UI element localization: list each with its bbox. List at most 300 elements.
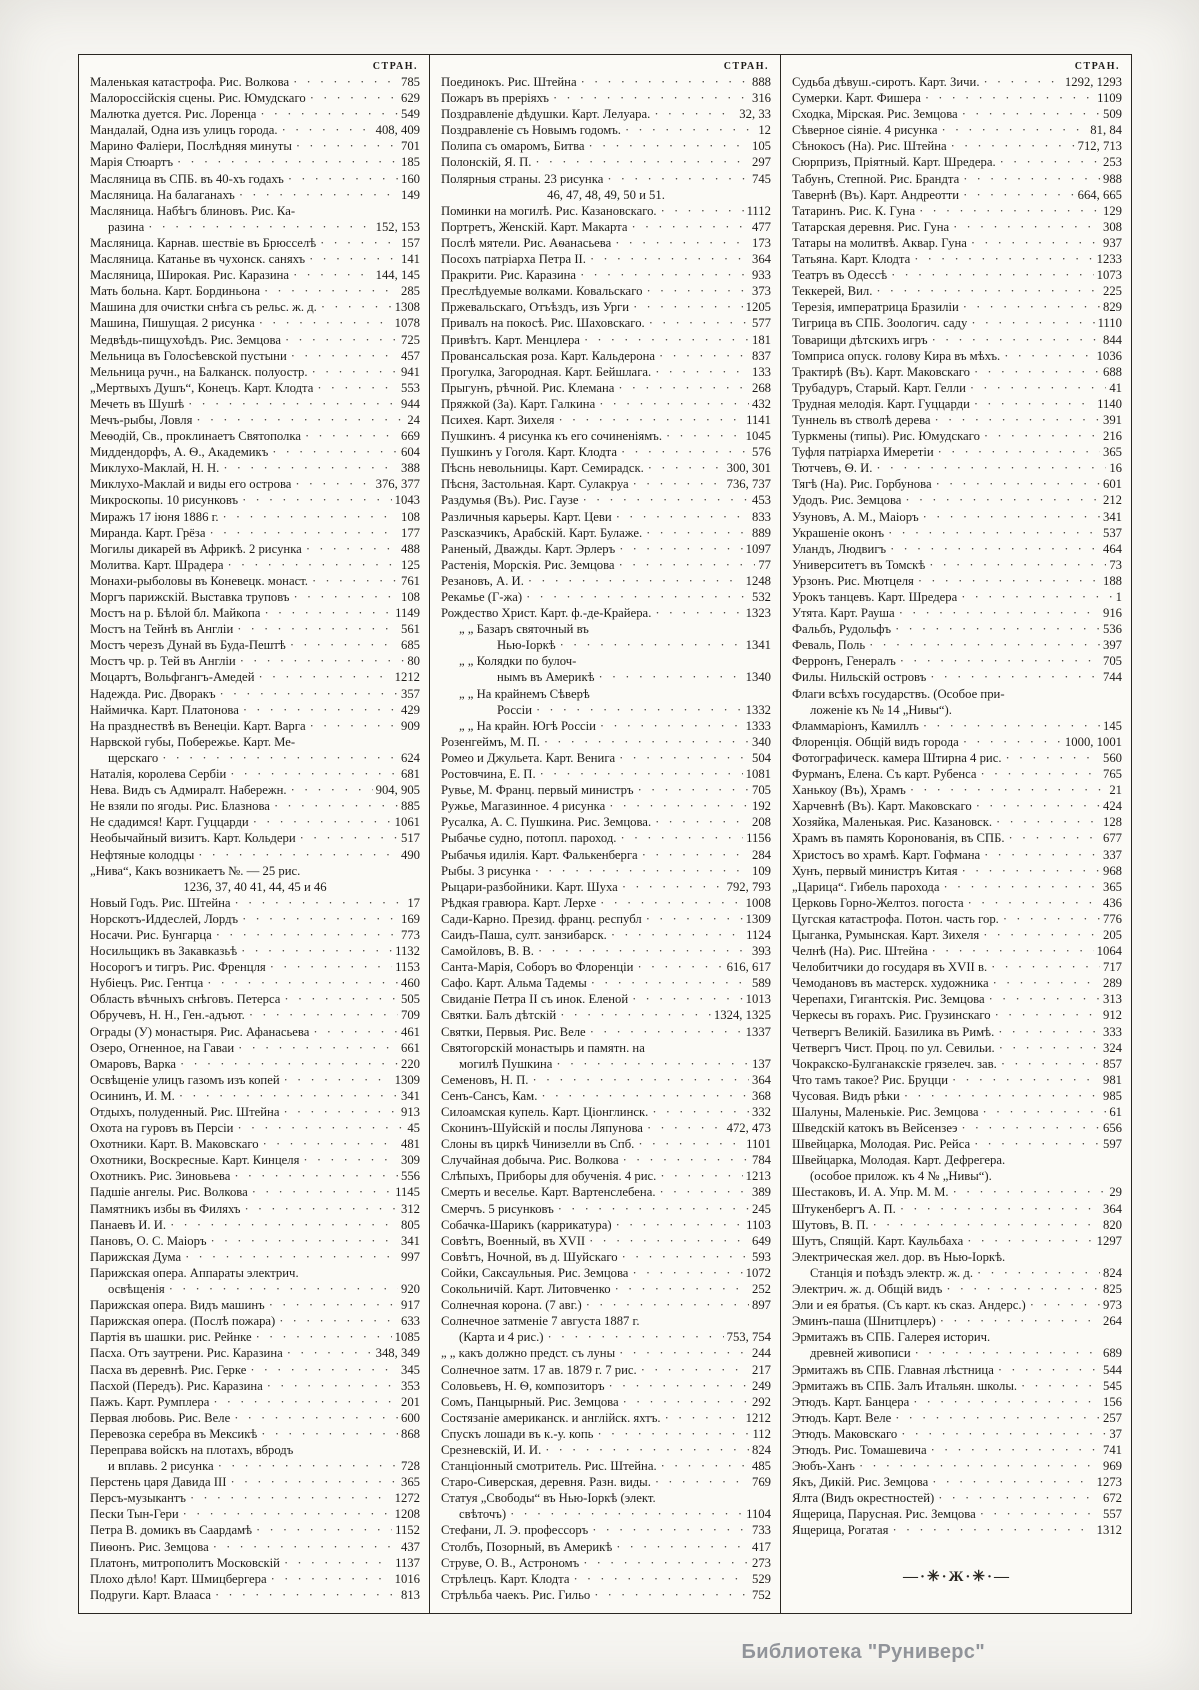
page-number: 145 — [1102, 718, 1122, 733]
index-entry — [792, 1281, 1122, 1297]
entry-title: Фурманъ, Елена. Съ карт. Рубенса — [792, 767, 977, 782]
entry-title: (особое прилож. къ 4 № „Нивы“). — [810, 1169, 992, 1184]
index-entry — [90, 1394, 420, 1410]
index-entry — [90, 1490, 420, 1506]
entry-title: Туннель въ стволѣ дерева — [792, 412, 931, 427]
page-number: 805 — [400, 1217, 420, 1232]
index-entry — [90, 637, 420, 653]
entry-title: Микроскопы. 10 рисунковъ — [90, 493, 239, 508]
index-entry — [792, 219, 1122, 235]
page-number: 969 — [1102, 1459, 1122, 1474]
index-entry — [90, 203, 420, 219]
entry-title: Различныя карьеры. Карт. Цеви — [441, 509, 612, 524]
dot-leader — [615, 557, 756, 573]
index-entry — [90, 267, 420, 283]
index-entry — [792, 251, 1122, 267]
entry-title: Первая любовь. Рис. Веле — [90, 1410, 231, 1425]
entry-title: Носорогъ и тигръ. Рис. Френцля — [90, 960, 266, 975]
dot-leader — [286, 637, 398, 653]
page-number: 857 — [1102, 1056, 1122, 1071]
entry-title: Охотники, Воскресные. Карт. Кинцеля — [90, 1153, 300, 1168]
entry-title: Петра В. домикъ въ Саардамѣ — [90, 1523, 253, 1538]
index-entry — [90, 750, 420, 766]
dot-leader — [603, 171, 749, 187]
page-number: 337 — [1102, 847, 1122, 862]
index-entry — [792, 396, 1122, 412]
index-entry — [90, 428, 420, 444]
index-entry — [441, 1506, 771, 1522]
index-entry — [792, 299, 1122, 315]
dot-leader — [235, 187, 398, 203]
entry-title: Смерчъ. 5 рисунковъ — [441, 1201, 554, 1216]
entry-title: Наталія, королева Сербіи — [90, 767, 227, 782]
page-number: 792, 793 — [726, 879, 771, 894]
page-number: 933 — [751, 268, 771, 283]
entry-title: Моцартъ, Вольфгангъ-Амедей — [90, 670, 255, 685]
page-number: 773 — [400, 927, 420, 942]
entry-title: Эминъ-паша (Шнитцлеръ) — [792, 1314, 936, 1329]
dot-leader — [985, 991, 1100, 1007]
page-number: 593 — [751, 1249, 771, 1264]
page-number: 909 — [400, 718, 420, 733]
dot-leader — [915, 203, 1100, 219]
index-entry — [792, 1217, 1122, 1233]
index-entry — [792, 637, 1122, 653]
dot-leader — [921, 90, 1094, 106]
page-number: 1124 — [746, 927, 771, 942]
index-page-frame — [78, 54, 1132, 1614]
page-number: 437 — [400, 1539, 420, 1554]
page-number: 752 — [751, 1587, 771, 1602]
index-entry — [792, 1184, 1122, 1200]
dot-leader — [259, 1136, 398, 1152]
dot-leader — [281, 332, 398, 348]
entry-title: Эюбъ-Ханъ — [792, 1459, 855, 1474]
page-number: 544 — [1102, 1362, 1122, 1377]
page-number: 453 — [751, 493, 771, 508]
page-number: 289 — [1102, 976, 1122, 991]
index-entry — [90, 702, 420, 718]
index-entry — [90, 830, 420, 846]
dot-leader — [158, 750, 398, 766]
index-entry — [90, 1024, 420, 1040]
index-entry — [441, 1555, 771, 1571]
index-entry — [90, 863, 420, 879]
dot-leader — [634, 782, 749, 798]
dot-leader — [910, 251, 1093, 267]
page-number: 157 — [400, 235, 420, 250]
index-entry — [792, 702, 1122, 718]
index-entry — [792, 669, 1122, 685]
dot-leader — [605, 798, 749, 814]
index-entry — [792, 991, 1122, 1007]
entry-title: Монахи-рыболовы въ Коневецк. монаст. — [90, 573, 308, 588]
page-number: 784 — [751, 1153, 771, 1168]
entry-title: Татьяна. Карт. Клодта — [792, 252, 911, 267]
dot-leader — [1026, 1297, 1100, 1313]
index-entry — [792, 557, 1122, 573]
page-number: 1064 — [1096, 944, 1122, 959]
dot-leader — [256, 106, 398, 122]
entry-title: Медвѣдь-пищухоѣдъ. Рис. Земцова — [90, 332, 281, 347]
page-number: 341 — [400, 1088, 420, 1103]
entry-title: На празднествѣ въ Венеціи. Карт. Варга — [90, 718, 306, 733]
entry-title: Привалъ на покосѣ. Рис. Шаховскаго. — [441, 316, 645, 331]
page-number: 364 — [1102, 1201, 1122, 1216]
dot-leader — [263, 1378, 398, 1394]
page-number: 1145 — [395, 1185, 420, 1200]
dot-leader — [316, 235, 398, 251]
index-entry — [90, 1088, 420, 1104]
index-entry — [792, 1265, 1122, 1281]
index-entry — [90, 1249, 420, 1265]
index-entry — [441, 1120, 771, 1136]
page-number: 481 — [400, 1137, 420, 1152]
page-number: 1153 — [395, 960, 420, 975]
dot-leader — [612, 1217, 744, 1233]
index-entry — [792, 1426, 1122, 1442]
page-number: 177 — [400, 525, 420, 540]
page-number: 1213 — [745, 1169, 771, 1184]
dot-leader — [607, 927, 743, 943]
entry-title: „ „ какъ должно предст. съ луны — [441, 1346, 616, 1361]
page-number: 888 — [751, 75, 771, 89]
entry-title: Шалуны, Маленькіе. Рис. Земцова — [792, 1105, 979, 1119]
index-entry — [90, 573, 420, 589]
page-number: 1233 — [1096, 252, 1122, 267]
entry-title: Совѣтъ, Ночной, въ д. Шуйскаго — [441, 1249, 618, 1264]
dot-leader — [580, 332, 749, 348]
index-entry — [90, 1040, 420, 1056]
dot-leader — [891, 621, 1100, 637]
dot-leader — [886, 541, 1100, 557]
page-number: 725 — [400, 332, 420, 347]
index-entry — [90, 476, 420, 492]
page-number: 753, 754 — [726, 1330, 771, 1345]
index-entry — [441, 621, 771, 637]
page-number: 701 — [400, 139, 420, 154]
page-number: 397 — [1102, 638, 1122, 653]
page-number: 1308 — [394, 300, 420, 315]
index-entry — [90, 1281, 420, 1297]
dot-leader — [651, 605, 742, 621]
entry-title: Чусовая. Видъ рѣки — [792, 1088, 900, 1103]
entry-title: Электрич. ж. д. Общій видъ — [792, 1282, 943, 1297]
entry-title: Саидъ-Паша, султ. занзибарск. — [441, 927, 607, 942]
index-entry — [792, 380, 1122, 396]
entry-title: Святогорскій монастырь и памятн. на — [441, 1040, 645, 1055]
dot-leader — [919, 509, 1100, 525]
page-number: 1152 — [395, 1523, 420, 1538]
index-entry — [90, 1378, 420, 1394]
index-entry — [90, 1072, 420, 1088]
index-entry — [90, 975, 420, 991]
index-entry — [90, 315, 420, 331]
entry-title: Ружье, Магазинное. 4 рисунка — [441, 799, 606, 814]
page-number: 557 — [1102, 1507, 1122, 1522]
dot-leader — [238, 492, 392, 508]
dot-leader — [949, 1184, 1107, 1200]
dot-leader — [999, 911, 1100, 927]
dot-leader — [237, 943, 392, 959]
dot-leader — [896, 1201, 1100, 1217]
page-number: 765 — [1102, 767, 1122, 782]
entry-title: Машина, Пишущая. 2 рисунка — [90, 316, 255, 331]
entry-title: Хунъ, первый министръ Китая — [792, 863, 958, 878]
dot-leader — [306, 90, 398, 106]
dot-leader — [211, 1587, 398, 1603]
dot-leader — [283, 1345, 373, 1361]
dot-leader — [252, 1329, 392, 1345]
dot-leader — [1005, 830, 1100, 846]
entry-title: Чемодановъ въ мастерск. художника — [792, 976, 989, 991]
entry-title: Стрѣлецъ. Карт. Клодта — [441, 1571, 570, 1586]
index-entry — [90, 541, 420, 557]
dot-leader — [275, 1313, 398, 1329]
index-entry — [90, 1152, 420, 1168]
index-entry — [792, 1345, 1122, 1361]
index-entry — [792, 1249, 1122, 1265]
dot-leader — [650, 106, 736, 122]
page-number: 601 — [1102, 477, 1122, 492]
page-number: 649 — [751, 1233, 771, 1248]
index-entry — [441, 959, 771, 975]
entry-title: освѣщенія — [108, 1282, 165, 1297]
page-number: 736, 737 — [726, 477, 771, 492]
page-number: 297 — [751, 155, 771, 170]
page-number: 332 — [751, 1105, 771, 1119]
page-number: 393 — [751, 944, 771, 959]
entry-title: Нева. Видъ съ Адмиралт. Набережн. — [90, 783, 287, 798]
page-number: 824 — [751, 1442, 771, 1457]
page-number: 1333 — [745, 718, 771, 733]
page-number: 517 — [400, 831, 420, 846]
dot-leader — [995, 1040, 1100, 1056]
dot-leader — [947, 138, 1075, 154]
page-number: 316 — [751, 91, 771, 106]
dot-leader — [656, 1168, 742, 1184]
page-number: 389 — [751, 1185, 771, 1200]
entry-title: Норскотъ-Иддеслей, Лордъ — [90, 911, 239, 926]
entry-title: Масляница въ СПБ. въ 40-хъ годахъ — [90, 171, 284, 186]
entry-title: Партія въ шашки. рис. Рейнке — [90, 1330, 252, 1345]
entry-title: „ „ Колядки по булоч- — [459, 654, 577, 669]
index-entry — [441, 1571, 771, 1587]
page-number: 685 — [400, 638, 420, 653]
page-number: 689 — [1102, 1346, 1122, 1361]
entry-title: Меѳодій, Св., проклинаетъ Святополка — [90, 429, 301, 444]
index-entry — [90, 492, 420, 508]
dot-leader — [313, 380, 398, 396]
index-entry — [441, 911, 771, 927]
dot-leader — [619, 1152, 749, 1168]
entry-title: Сѣверное сіяніе. 4 рисунка — [792, 123, 938, 138]
entry-title: Малютка дуется. Рис. Лоренца — [90, 107, 257, 122]
page-number: 61 — [1109, 1105, 1122, 1119]
dot-leader — [541, 1442, 749, 1458]
dot-leader — [531, 863, 749, 879]
index-entry — [90, 734, 420, 750]
page-number: 885 — [400, 799, 420, 814]
dot-leader — [884, 525, 1100, 541]
index-entry — [90, 718, 420, 734]
index-entry — [90, 1056, 420, 1072]
page-number: 341 — [1102, 509, 1122, 524]
page-number: 1292, 1293 — [1064, 75, 1122, 89]
entry-title: Собачка-Шарикъ (каррикатура) — [441, 1217, 612, 1232]
dot-leader — [245, 1007, 398, 1023]
entry-title: Поминки на могилѣ. Рис. Казановскаго. — [441, 203, 657, 218]
index-entry — [792, 1007, 1122, 1023]
dot-leader — [997, 1056, 1100, 1072]
page-number: 1045 — [745, 429, 771, 444]
page-number: 477 — [751, 219, 771, 234]
dot-leader — [181, 1249, 398, 1265]
dot-leader — [296, 830, 398, 846]
page-number: 1101 — [746, 1137, 771, 1152]
page-number: 156 — [1102, 1394, 1122, 1409]
page-number: 1205 — [745, 300, 771, 315]
index-entry — [441, 187, 771, 203]
dot-leader — [267, 1571, 392, 1587]
dot-leader — [976, 1506, 1100, 1522]
page-number: 208 — [751, 815, 771, 830]
entry-title: Теккерей, Вил. — [792, 284, 873, 299]
page-number: 1341 — [745, 638, 771, 653]
index-entry — [441, 1072, 771, 1088]
page-number: 424 — [1102, 799, 1122, 814]
index-entry — [90, 814, 420, 830]
page-number: 1016 — [394, 1571, 420, 1586]
index-entry — [90, 1201, 420, 1217]
page-number: 1337 — [745, 1024, 771, 1039]
page-number: 37 — [1109, 1426, 1122, 1441]
page-number: 1112 — [746, 203, 771, 218]
page-number: 376, 377 — [375, 477, 420, 492]
entry-title: Парижская Дума — [90, 1249, 182, 1264]
dot-leader — [655, 348, 749, 364]
index-entry — [90, 879, 420, 895]
entry-title: Сходка, Мірская. Рис. Земцова — [792, 107, 958, 122]
dot-leader — [936, 1313, 1100, 1329]
page-number: 997 — [400, 1249, 420, 1264]
entry-title: Урокъ танцевъ. Карт. Шредера — [792, 590, 958, 604]
entry-title: Спускъ лошади въ к.-у. копь — [441, 1426, 594, 1441]
index-entry — [792, 348, 1122, 364]
page-number: 1248 — [745, 573, 771, 588]
dot-leader — [219, 509, 398, 525]
dot-leader — [506, 1506, 743, 1522]
entry-title: Тютчевъ, Ѳ. И. — [792, 461, 873, 476]
page-number: 560 — [1102, 750, 1122, 765]
page-number: 1008 — [745, 895, 771, 910]
dot-leader — [642, 283, 749, 299]
index-entry — [441, 1184, 771, 1200]
page-number: 904, 905 — [375, 783, 420, 798]
entry-title: Сади-Карно. Презид. франц. республ — [441, 911, 642, 926]
entry-title: Ромео и Джульета. Карт. Венига — [441, 750, 616, 765]
dot-leader — [194, 847, 398, 863]
entry-title: Эрмитажъ въ СПБ. Галерея историч. — [792, 1330, 991, 1345]
page-number: 264 — [1102, 1314, 1122, 1329]
index-entry — [441, 1281, 771, 1297]
dot-leader — [302, 541, 398, 557]
dot-leader — [270, 798, 398, 814]
page-number: 353 — [400, 1378, 420, 1393]
index-entry — [90, 1410, 420, 1426]
index-entry — [441, 1297, 771, 1313]
entry-title: Носильщикъ въ Закавказьѣ — [90, 944, 238, 959]
dot-leader — [587, 975, 749, 991]
index-entry — [441, 863, 771, 879]
index-entry — [90, 444, 420, 460]
entry-title: Пески Тын-Гери — [90, 1507, 179, 1522]
page-number: 81, 84 — [1090, 123, 1122, 138]
index-entry — [441, 283, 771, 299]
dot-leader — [537, 1088, 749, 1104]
page-number: 365 — [1102, 445, 1122, 460]
dot-leader — [292, 138, 398, 154]
index-entry — [792, 653, 1122, 669]
dot-leader — [543, 1329, 723, 1345]
dot-leader — [549, 90, 749, 106]
index-entry — [441, 315, 771, 331]
dot-leader — [284, 171, 398, 187]
dot-leader — [629, 299, 743, 315]
page-number: 688 — [1102, 364, 1122, 379]
page-number: 16 — [1109, 461, 1122, 476]
page-number: 313 — [1102, 992, 1122, 1007]
page-number: 244 — [751, 1346, 771, 1361]
dot-leader — [896, 653, 1100, 669]
page-number: 1332 — [745, 702, 771, 717]
page-number: 80 — [407, 654, 420, 669]
entry-title: Чокракско-Булганакскіе грязелеч. зав. — [792, 1056, 997, 1071]
entry-title: Преслѣдуемые волками. Ковальскаго — [441, 284, 643, 299]
index-entry — [792, 895, 1122, 911]
page-number: 937 — [1102, 235, 1122, 250]
index-entry — [792, 509, 1122, 525]
entry-title: Тигрица въ СПБ. Зоологич. саду — [792, 316, 968, 331]
index-entry — [441, 879, 771, 895]
index-entry — [792, 959, 1122, 975]
dot-leader — [255, 315, 392, 331]
entry-title: Фотографическ. камера Штирна 4 рис. — [792, 750, 1002, 765]
entry-title: Срезневскій, И. И. — [441, 1442, 542, 1457]
dot-leader — [252, 1522, 392, 1538]
page-number: 1212 — [745, 1410, 771, 1425]
index-entry — [441, 653, 771, 669]
entry-title: Станціонный смотритель. Рис. Штейна. — [441, 1459, 657, 1474]
index-entry — [441, 589, 771, 605]
entry-title: Стефани, Л. Э. профессоръ — [441, 1523, 589, 1538]
index-entry — [441, 396, 771, 412]
index-entry — [441, 1168, 771, 1184]
page-number: 629 — [400, 91, 420, 106]
index-entry — [792, 975, 1122, 991]
entry-title: Эрмитажъ въ СПБ. Главная лѣстница — [792, 1362, 994, 1377]
page-number: 1297 — [1096, 1233, 1122, 1248]
entry-title: Розенгеймъ, М. П. — [441, 734, 540, 749]
page-number: 109 — [751, 863, 771, 878]
page-number: 820 — [1102, 1217, 1122, 1232]
dot-leader — [643, 1120, 724, 1136]
index-entry — [441, 1313, 771, 1329]
index-entry — [792, 541, 1122, 557]
page-number: 561 — [400, 622, 420, 637]
dot-leader — [963, 1233, 1093, 1249]
dot-leader — [928, 332, 1100, 348]
